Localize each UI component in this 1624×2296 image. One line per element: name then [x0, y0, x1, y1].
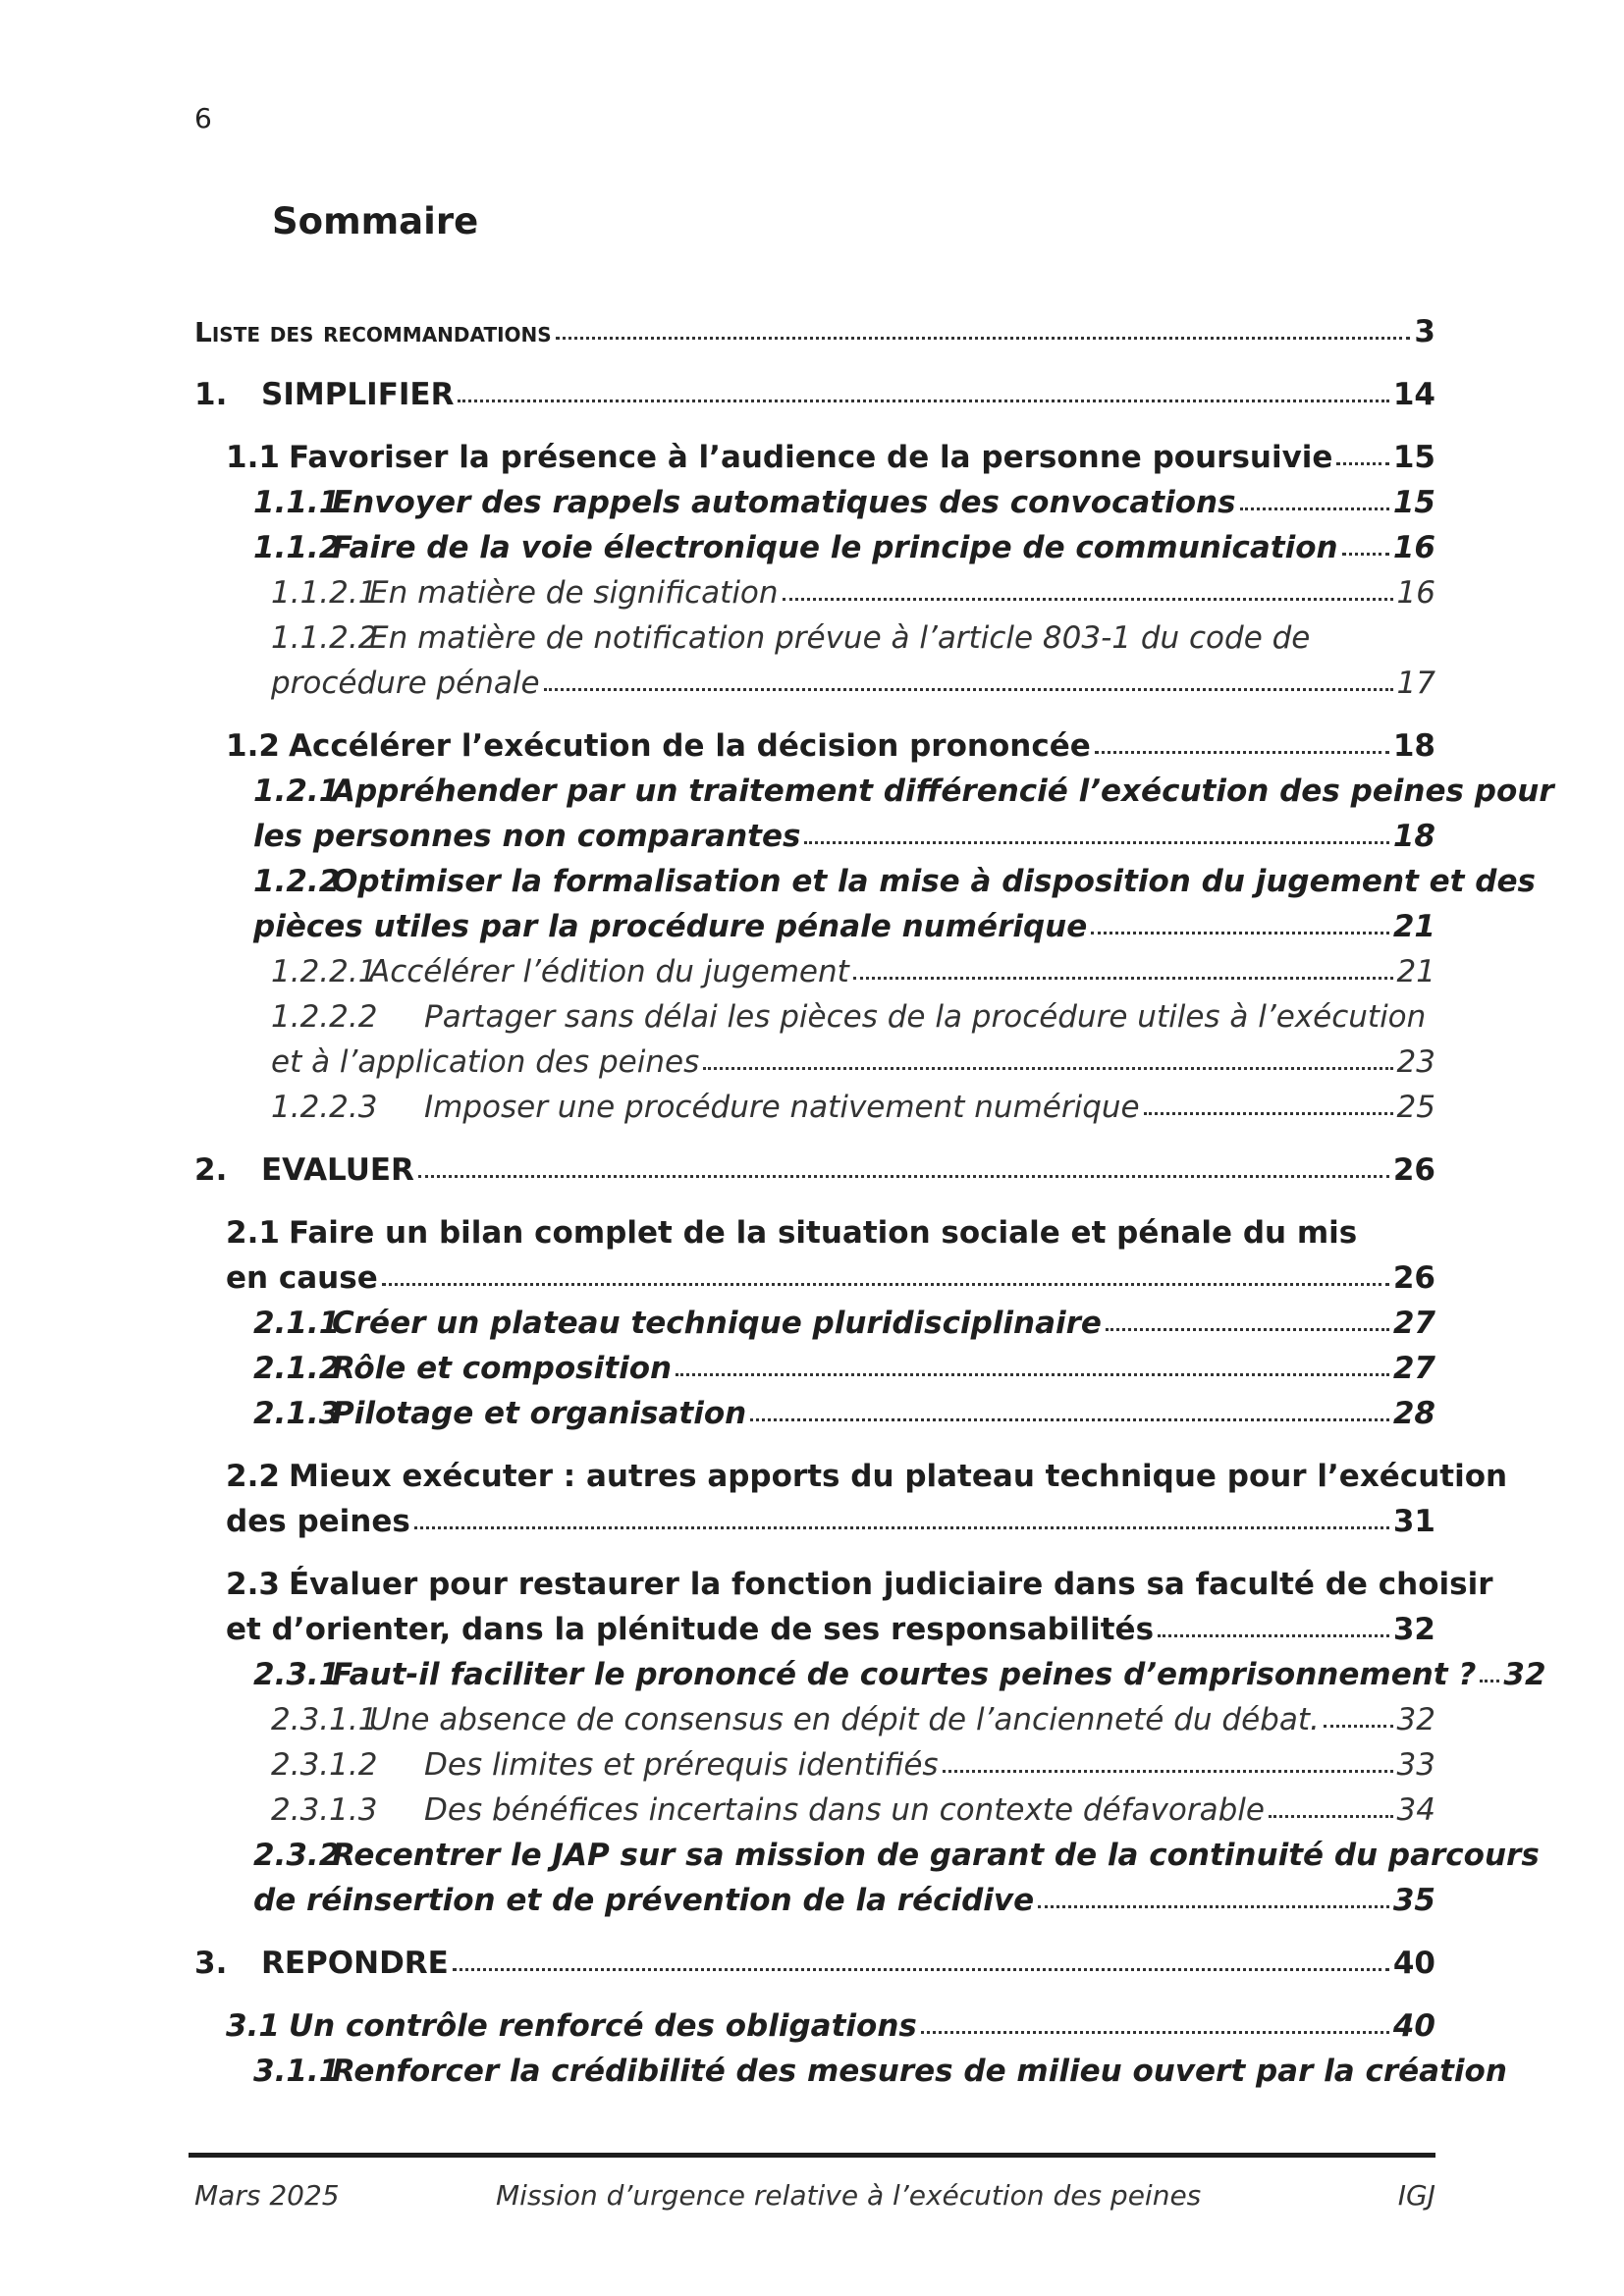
toc-entry-2-2-line1[interactable]: 2.2 Mieux exécuter : autres apports du plateau technique pour l’exécution [226, 1459, 1508, 1494]
leader-dots [418, 1175, 1389, 1178]
leader-dots [750, 1418, 1389, 1421]
toc-entry-2-3-2-line2[interactable]: de réinsertion et de prévention de la récidive 35 [253, 1883, 1435, 1918]
toc-entry-1-2-1-line1[interactable]: 1.2.1Appréhender par un traitement différencié l’exécution des peines pour [253, 774, 1554, 809]
footer-organization: IGJ [1397, 2179, 1435, 2212]
footer-mission-title: Mission d’urgence relative à l’exécution des peines [496, 2179, 1202, 2212]
toc-entry-2-1-line2[interactable]: en cause 26 [226, 1260, 1435, 1296]
toc-entry-1-2-2-line1[interactable]: 1.2.2Optimiser la formalisation et la mise à disposition du jugement et des [253, 864, 1536, 899]
leader-dots [556, 337, 1411, 340]
toc-entry-1-1-2[interactable]: 1.1.2Faire de la voie électronique le principe de communication 16 [253, 530, 1435, 565]
toc-entry-1-1-2-2-line2[interactable]: procédure pénale 17 [271, 666, 1435, 701]
leader-dots [458, 400, 1388, 402]
leader-dots [1480, 1680, 1499, 1682]
leader-dots [1095, 751, 1389, 754]
toc-entry-section-2[interactable]: 2. EVALUER 26 [194, 1152, 1435, 1188]
leader-dots [414, 1526, 1389, 1529]
toc-entry-2-2-line2[interactable]: des peines 31 [226, 1504, 1435, 1539]
leader-dots [943, 1770, 1393, 1773]
toc-entry-2-1-2[interactable]: 2.1.2Rôle et composition 27 [253, 1351, 1435, 1386]
toc-entry-3-1-1-line1[interactable]: 3.1.1Renforcer la crédibilité des mesures de milieu ouvert par la création [253, 2054, 1507, 2089]
leader-dots [544, 688, 1393, 691]
toc-entry-1-2-2-line2[interactable]: pièces utiles par la procédure pénale numérique 21 [253, 909, 1435, 944]
toc-entry-section-3[interactable]: 3. REPONDRE 40 [194, 1946, 1435, 1981]
toc-entry-1-2-1-line2[interactable]: les personnes non comparantes 18 [253, 819, 1435, 854]
toc-entry-2-1-line1[interactable]: 2.1 Faire un bilan complet de la situation sociale et pénale du mis [226, 1215, 1358, 1251]
toc-entry-2-3-1-2[interactable]: 2.3.1.2 Des limites et prérequis identifiés 33 [271, 1747, 1435, 1783]
leader-dots [676, 1373, 1389, 1376]
leader-dots [1336, 462, 1388, 465]
toc-entry-2-3-line2[interactable]: et d’orienter, dans la plénitude de ses responsabilités 32 [226, 1612, 1435, 1647]
toc-entry-liste-recommandations[interactable]: Liste des recommandations 3 [194, 314, 1435, 349]
toc-entry-2-1-1[interactable]: 2.1.1Créer un plateau technique pluridisciplinaire 27 [253, 1306, 1435, 1341]
leader-dots [1324, 1725, 1393, 1728]
toc-entry-section-1[interactable]: 1. SIMPLIFIER 14 [194, 377, 1435, 412]
leader-dots [703, 1067, 1392, 1070]
leader-dots [1342, 553, 1389, 556]
leader-dots [921, 2031, 1389, 2034]
toc-entry-2-3-2-line1[interactable]: 2.3.2Recentrer le JAP sur sa mission de garant de la continuité du parcours [253, 1838, 1540, 1873]
leader-dots [804, 841, 1388, 844]
toc-entry-1-2[interactable]: 1.2 Accélérer l’exécution de la décision prononcée 18 [226, 728, 1435, 764]
leader-dots [783, 598, 1393, 601]
footer-date: Mars 2025 [194, 2179, 340, 2212]
leader-dots [1038, 1905, 1389, 1908]
page-title: Sommaire [272, 200, 479, 242]
toc-entry-2-3-1[interactable]: 2.3.1Faut-il faciliter le prononcé de courtes peines d’emprisonnement ? 32 [253, 1657, 1546, 1692]
toc-entry-1-2-2-2-line2[interactable]: et à l’application des peines 23 [271, 1044, 1435, 1080]
toc-entry-1-1-2-1[interactable]: 1.1.2.1En matière de signification 16 [271, 575, 1435, 611]
toc-entry-2-3-1-1[interactable]: 2.3.1.1Une absence de consensus en dépit de l’ancienneté du débat. 32 [271, 1702, 1435, 1737]
toc-entry-1-2-2-2-line1[interactable]: 1.2.2.2 Partager sans délai les pièces de la procédure utiles à l’exécution [271, 999, 1427, 1035]
toc-entry-1-1-2-2-line1[interactable]: 1.1.2.2En matière de notification prévue à l’article 803-1 du code de [271, 620, 1311, 656]
toc-entry-2-3-1-3[interactable]: 2.3.1.3 Des bénéfices incertains dans un contexte défavorable 34 [271, 1792, 1435, 1828]
leader-dots [1106, 1328, 1389, 1331]
toc-entry-1-2-2-1[interactable]: 1.2.2.1Accélérer l’édition du jugement 21 [271, 954, 1435, 989]
page-number: 6 [194, 102, 212, 134]
leader-dots [1144, 1112, 1393, 1115]
leader-dots [453, 1968, 1389, 1971]
toc-entry-1-1[interactable]: 1.1 Favoriser la présence à l’audience de la personne poursuivie 15 [226, 440, 1435, 475]
toc-entry-3-1[interactable]: 3.1 Un contrôle renforcé des obligations 40 [226, 2008, 1435, 2044]
toc-entry-1-2-2-3[interactable]: 1.2.2.3 Imposer une procédure nativement numérique 25 [271, 1090, 1435, 1125]
leader-dots [1269, 1815, 1393, 1818]
toc-entry-1-1-1[interactable]: 1.1.1Envoyer des rappels automatiques des convocations 15 [253, 485, 1435, 520]
leader-dots [853, 977, 1393, 980]
toc-entry-2-1-3[interactable]: 2.1.3Pilotage et organisation 28 [253, 1396, 1435, 1431]
footer-rule [189, 2153, 1435, 2158]
leader-dots [1091, 932, 1389, 934]
toc-entry-2-3-line1[interactable]: 2.3 Évaluer pour restaurer la fonction judiciaire dans sa faculté de choisir [226, 1567, 1493, 1602]
leader-dots [382, 1283, 1389, 1286]
leader-dots [1158, 1634, 1389, 1637]
leader-dots [1240, 507, 1389, 510]
